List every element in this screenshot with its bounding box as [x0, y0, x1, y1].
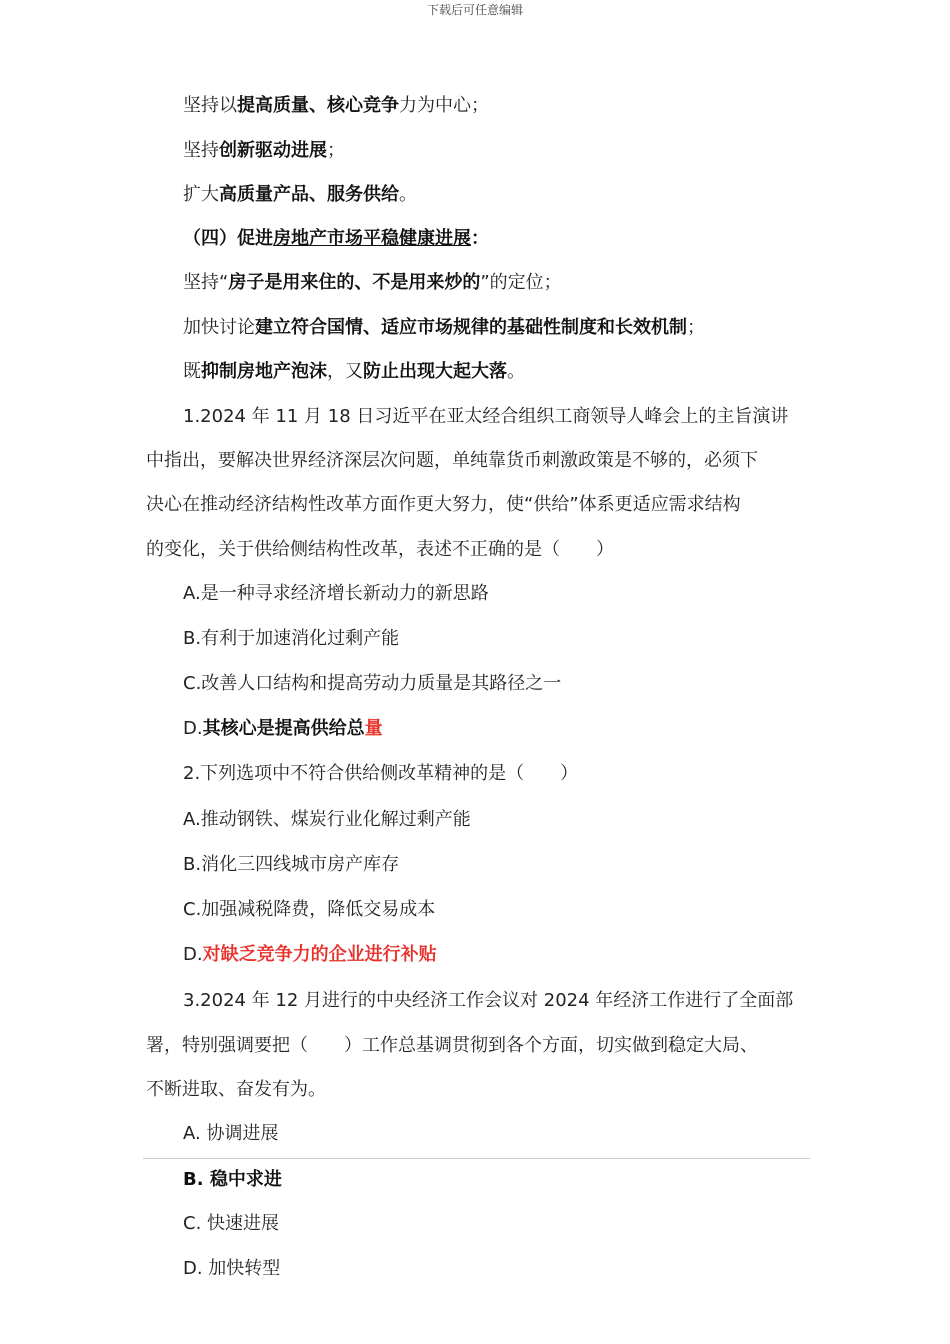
- text: 加快讨论: [183, 317, 255, 338]
- paragraph-bubble: [183, 360, 525, 384]
- text: 。: [399, 184, 417, 205]
- bold-text: 提高质量、核心竞争: [237, 95, 399, 116]
- text: 扩大: [183, 184, 219, 205]
- bold-text: 创新驱动进展: [219, 140, 327, 161]
- paragraph-supply: [183, 183, 417, 207]
- question-1-line-1: 1.2024 年 11 月 18 日习近平在亚太经合组织工商领导人峰会上的主旨演讲: [183, 406, 789, 427]
- question-1-line-2: 中指出，要解决世界经济深层次问题，单纯靠货币刺激政策是不够的，必须下: [146, 450, 758, 471]
- question-2-option-d: [183, 943, 437, 967]
- page-divider: [143, 1158, 810, 1159]
- paragraph-innovation: [183, 139, 345, 163]
- bold-text: 房子是用来住的、不是用来炒的: [228, 272, 481, 293]
- text: （四）促进: [183, 228, 273, 249]
- text: 坚持“: [183, 272, 229, 293]
- question-2-option-a: A.推动钢铁、煤炭行业化解过剩产能: [183, 809, 471, 830]
- option-letter: D.: [183, 718, 203, 739]
- answer-highlight: 量: [364, 718, 383, 739]
- text: ：: [471, 228, 489, 249]
- paragraph-quality: [183, 94, 489, 118]
- text: 坚持: [183, 140, 219, 161]
- question-1-option-c: C.改善人口结构和提高劳动力质量是其路径之一: [183, 673, 562, 694]
- bold-text: 抑制房地产泡沫: [201, 361, 327, 382]
- question-2-option-c: C.加强减税降费，降低交易成本: [183, 899, 436, 920]
- text: 既: [183, 361, 201, 382]
- question-3-option-c: C. 快速进展: [183, 1213, 280, 1234]
- underlined-text: 房地产市场平稳健康进展: [273, 228, 471, 249]
- text: 。: [507, 361, 525, 382]
- text: ，又: [327, 361, 363, 382]
- section-heading-real-estate: [183, 227, 489, 251]
- text: ；: [327, 140, 345, 161]
- question-1-option-a: A.是一种寻求经济增长新动力的新思路: [183, 583, 489, 604]
- question-1-line-4: 的变化，关于供给侧结构性改革，表述不正确的是（ ）: [146, 539, 614, 560]
- question-2-option-b: B.消化三四线城市房产库存: [183, 854, 400, 875]
- page-header: 下载后可任意编辑: [426, 3, 523, 17]
- question-1-option-d: [183, 717, 383, 741]
- text: 力为中心；: [399, 95, 489, 116]
- text: ；: [687, 317, 705, 338]
- question-3-option-b: B. 稳中求进: [183, 1169, 282, 1190]
- question-1-line-3: 决心在推动经济结构性改革方面作更大努力，使“供给”体系更适应需求结构: [146, 494, 741, 515]
- paragraph-housing: [183, 271, 562, 295]
- question-3-option-a: A. 协调进展: [183, 1123, 279, 1144]
- question-3-line-2: 署，特别强调要把（ ）工作总基调贯彻到各个方面，切实做到稳定大局、: [146, 1035, 758, 1056]
- question-3-line-3: 不断进取、奋发有为。: [146, 1079, 326, 1100]
- question-3-line-1: 3.2024 年 12 月进行的中央经济工作会议对 2024 年经济工作进行了全面部: [183, 990, 794, 1011]
- question-2-line-1: 2.下列选项中不符合供给侧改革精神的是（ ）: [183, 763, 579, 784]
- bold-text: 高质量产品、服务供给: [219, 184, 399, 205]
- bold-text: 其核心是提高供给总: [202, 718, 365, 739]
- answer-highlight: 对缺乏竞争力的企业进行补贴: [202, 944, 437, 965]
- question-3-option-d: D. 加快转型: [183, 1258, 281, 1279]
- bold-text: 防止出现大起大落: [363, 361, 507, 382]
- bold-text: 建立符合国情、适应市场规律的基础性制度和长效机制: [255, 317, 687, 338]
- option-letter: D.: [183, 944, 203, 965]
- text: 坚持以: [183, 95, 237, 116]
- paragraph-mechanism: [183, 316, 705, 340]
- text: ”的定位；: [480, 272, 562, 293]
- question-1-option-b: B.有利于加速消化过剩产能: [183, 628, 400, 649]
